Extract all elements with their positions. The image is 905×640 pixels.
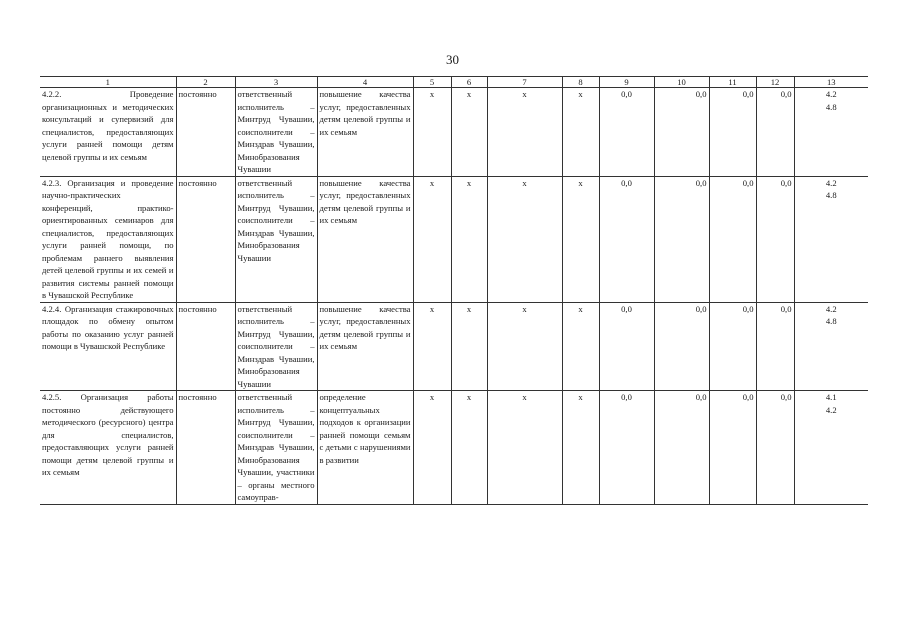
executor-cell: ответственный исполнитель – Минтруд Чувашии, соисполнители – Минздрав Чувашии, Минобразования Чувашии (235, 88, 317, 177)
value-cell: x (451, 391, 487, 505)
column-number: 12 (756, 77, 794, 88)
column-number: 10 (654, 77, 709, 88)
amount-cell: 0,0 (709, 176, 756, 302)
table-row (40, 88, 868, 177)
table-row (40, 176, 868, 302)
table-row (40, 302, 868, 391)
amount-cell: 0,0 (709, 391, 756, 505)
value-cell: x (413, 391, 451, 505)
indicator-cell: 4.2 4.8 (794, 176, 868, 302)
executor-cell: ответственный исполнитель – Минтруд Чувашии, соисполнители – Минздрав Чувашии, Минобразования Чувашии (235, 176, 317, 302)
measure-cell: 4.2.3. Организация и проведение научно-практических конференций, практико-ориентированных семинаров для специалистов, предоставляющих услуги ранней помощи, по проблемам раннего выявления детей целевой группы и их семей и развития системы ранней помощи в Чувашской Республике (40, 176, 176, 302)
amount-cell: 0,0 (654, 176, 709, 302)
column-number: 3 (235, 77, 317, 88)
column-number: 6 (451, 77, 487, 88)
result-cell: повышение качества услуг, предоставленных детям целевой группы и их семьям (317, 88, 413, 177)
indicator-cell: 4.1 4.2 (794, 391, 868, 505)
result-cell: повышение качества услуг, предоставленных детям целевой группы и их семьям (317, 176, 413, 302)
amount-cell: 0,0 (709, 302, 756, 391)
value-cell: x (487, 391, 562, 505)
value-cell: x (451, 88, 487, 177)
amount-cell: 0,0 (599, 302, 654, 391)
amount-cell: 0,0 (654, 88, 709, 177)
amount-cell: 0,0 (709, 88, 756, 177)
column-number: 11 (709, 77, 756, 88)
value-cell: x (451, 176, 487, 302)
amount-cell: 0,0 (756, 88, 794, 177)
amount-cell: 0,0 (654, 391, 709, 505)
value-cell: x (487, 88, 562, 177)
result-cell: повышение качества услуг, предоставленных детям целевой группы и их семьям (317, 302, 413, 391)
column-number: 4 (317, 77, 413, 88)
amount-cell: 0,0 (599, 88, 654, 177)
value-cell: x (562, 302, 599, 391)
value-cell: x (487, 176, 562, 302)
value-cell: x (413, 88, 451, 177)
value-cell: x (413, 302, 451, 391)
column-number: 1 (40, 77, 176, 88)
period-cell: постоянно (176, 302, 235, 391)
measure-cell: 4.2.5. Организация работы постоянно действующего методического (ресурсного) центра для специалистов, предоставляющих услуги ранней помощи детям целевой группы и их семьям (40, 391, 176, 505)
period-cell: постоянно (176, 88, 235, 177)
value-cell: x (487, 302, 562, 391)
value-cell: x (562, 176, 599, 302)
executor-cell: ответственный исполнитель – Минтруд Чувашии, соисполнители – Минздрав Чувашии, Минобразования Чувашии (235, 302, 317, 391)
amount-cell: 0,0 (654, 302, 709, 391)
measure-cell: 4.2.4. Организация стажировочных площадок по обмену опытом работы по оказанию услуг ранней помощи в Чувашской Республике (40, 302, 176, 391)
table-row (40, 391, 868, 505)
column-number: 9 (599, 77, 654, 88)
indicator-cell: 4.2 4.8 (794, 302, 868, 391)
value-cell: x (413, 176, 451, 302)
column-number: 2 (176, 77, 235, 88)
period-cell: постоянно (176, 391, 235, 505)
indicator-cell: 4.2 4.8 (794, 88, 868, 177)
column-number-row (40, 77, 868, 88)
amount-cell: 0,0 (756, 176, 794, 302)
executor-cell: ответственный исполнитель – Минтруд Чувашии, соисполнители – Минздрав Чувашии, Минобразования Чувашии, участники – органы местного самоуправ- (235, 391, 317, 505)
result-cell: определение концептуальных подходов к организации ранней помощи семьям с детьми с нарушениями в развитии (317, 391, 413, 505)
value-cell: x (562, 88, 599, 177)
column-number: 5 (413, 77, 451, 88)
amount-cell: 0,0 (756, 391, 794, 505)
column-number: 7 (487, 77, 562, 88)
amount-cell: 0,0 (599, 391, 654, 505)
program-table (40, 76, 868, 505)
column-number: 13 (794, 77, 868, 88)
value-cell: x (451, 302, 487, 391)
amount-cell: 0,0 (756, 302, 794, 391)
amount-cell: 0,0 (599, 176, 654, 302)
period-cell: постоянно (176, 176, 235, 302)
page-number: 30 (446, 52, 459, 67)
measure-cell: 4.2.2. Проведение организационных и методических консультаций и супервизий для специалистов, предоставляющих услуги ранней помощи детям целевой группы и их семьям (40, 88, 176, 177)
column-number: 8 (562, 77, 599, 88)
value-cell: x (562, 391, 599, 505)
